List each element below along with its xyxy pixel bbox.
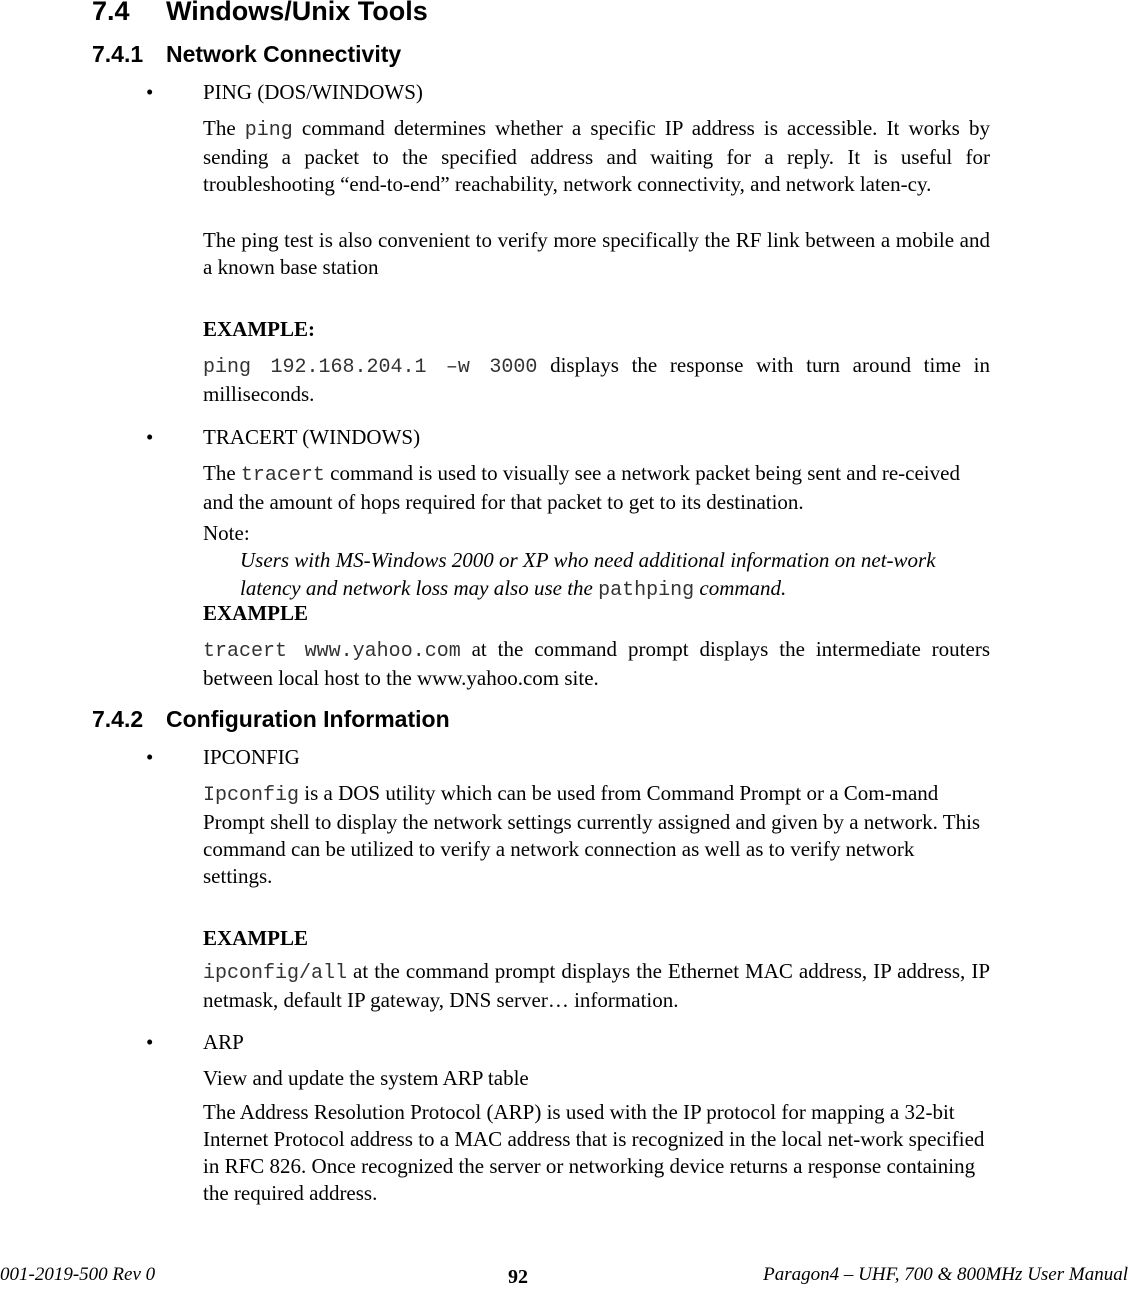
pathping-command: pathping	[598, 579, 695, 602]
page-number: 92	[508, 1266, 528, 1288]
tracert-example-command: tracert www.yahoo.com	[203, 640, 461, 663]
footer-manual-title: Paragon4 – UHF, 700 & 800MHz User Manual	[763, 1264, 1128, 1285]
footer-doc-number: 001-2019-500 Rev 0	[0, 1264, 156, 1285]
ping-heading: PING (DOS/WINDOWS)	[203, 80, 423, 104]
ipconfig-example-label: EXAMPLE	[203, 926, 308, 950]
ping-example: ping 192.168.204.1 –w 3000 displays the response with turn around time in milliseconds.	[203, 353, 990, 406]
arp-heading: ARP	[203, 1030, 244, 1054]
subsection-number: 7.4.2	[92, 706, 144, 732]
ipconfig-description: Ipconfig is a DOS utility which can be used from Command Prompt or a Com-mand Prompt shell to display the network settings currently assigned and given by a network. This command can be utilized to verify a network connection as well as to verify network settings.	[203, 781, 981, 888]
ping-description: The ping command determines whether a specific IP address is accessible. It works by sending a packet to the specified address and waiting for a reply. It is useful for troubleshooting “end-to-end” reachability, network connectivity, and network laten-cy.	[203, 116, 990, 196]
bullet-icon: •	[146, 745, 154, 769]
subsection-title: Configuration Information	[166, 706, 450, 732]
section-number: 7.4	[92, 0, 130, 26]
arp-summary: View and update the system ARP table	[203, 1066, 529, 1090]
ping-example-label: EXAMPLE:	[203, 317, 315, 341]
bullet-icon: •	[146, 425, 154, 449]
tracert-heading: TRACERT (WINDOWS)	[203, 425, 421, 449]
tracert-example: tracert www.yahoo.com at the command prompt displays the intermediate routers between local host to the www.yahoo.com site.	[203, 637, 990, 690]
section-title: Windows/Unix Tools	[166, 0, 428, 26]
bullet-icon: •	[146, 1030, 154, 1054]
tracert-note: Users with MS-Windows 2000 or XP who need additional information on net-work latency and network loss may also use the pathping command.	[240, 548, 936, 602]
ipconfig-heading: IPCONFIG	[203, 745, 300, 769]
bullet-icon: •	[146, 80, 154, 104]
arp-description: The Address Resolution Protocol (ARP) is used with the IP protocol for mapping a 32-bit Internet Protocol address to a MAC address that is recognized in the local net-work specified in RFC 826. Once recognized the server or networking device returns a response containing the required address.	[203, 1100, 985, 1205]
ping-command: ping	[244, 119, 293, 142]
tracert-command: tracert	[240, 464, 325, 487]
subsection-title: Network Connectivity	[166, 41, 402, 67]
tracert-note-label: Note:	[203, 521, 250, 545]
tracert-example-label: EXAMPLE	[203, 601, 308, 625]
ping-rf-note: The ping test is also convenient to verify more specifically the RF link between a mobile and a known base station	[203, 228, 990, 279]
ipconfig-example: ipconfig/all at the command prompt displays the Ethernet MAC address, IP address, IP netmask, default IP gateway, DNS server… information.	[203, 959, 990, 1012]
ping-example-command: ping 192.168.204.1 –w 3000	[203, 356, 538, 379]
tracert-description: The tracert command is used to visually see a network packet being sent and re-ceived and the amount of hops required for that packet to get to its destination.	[203, 461, 960, 514]
subsection-number: 7.4.1	[92, 41, 144, 67]
ipconfig-example-command: ipconfig/all	[203, 962, 348, 985]
ipconfig-command: Ipconfig	[203, 784, 300, 807]
